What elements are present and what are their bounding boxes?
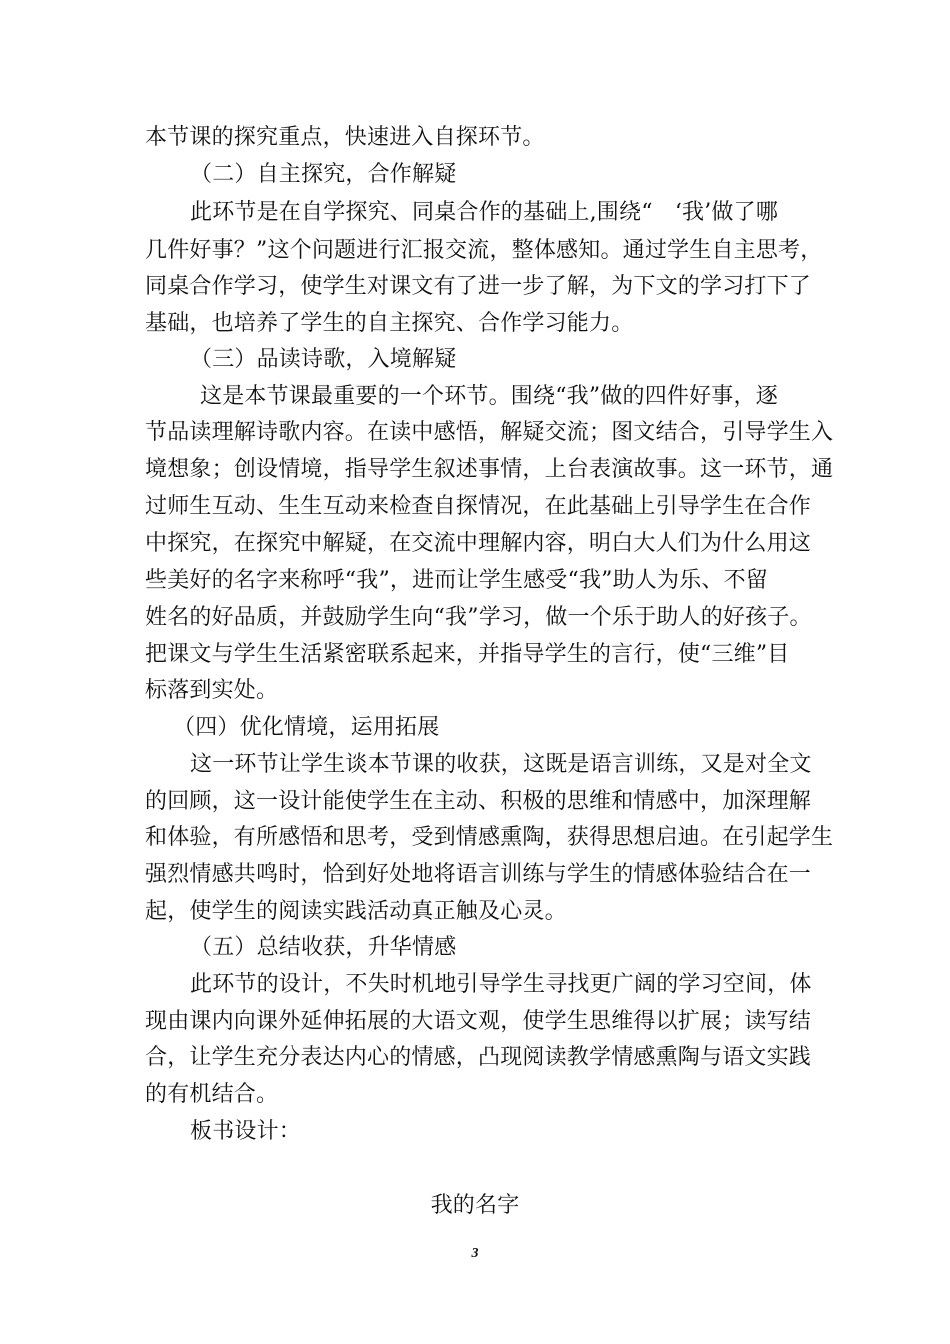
paragraph-line: 的回顾，这一设计能使学生在主动、积极的思维和情感中，加深理解 [145,789,812,814]
paragraph-line: 此环节的设计，不失时机地引导学生寻找更广阔的学习空间，体 [190,972,812,997]
paragraph-line: 基础，也培养了学生的自主探究、合作学习能力。 [145,311,634,336]
paragraph-line: 节品读理解诗歌内容。在读中感悟，解疑交流；图文结合，引导学生入 [145,420,834,445]
paragraph-line: 此环节是在自学探究、同桌合作的基础上,围绕“ ‘我’做了哪 [190,200,779,225]
paragraph-line: 本节课的探究重点，快速进入自探环节。 [145,125,545,150]
page-number: 3 [471,1246,479,1261]
board-design-label: 板书设计： [190,1119,302,1144]
section-heading-3: （三）品读诗歌，入境解疑 [190,347,457,372]
paragraph-line: 过师生互动、生生互动来检查自探情况，在此基础上引导学生在合作 [145,494,812,519]
section-heading-2: （二）自主探究，合作解疑 [190,162,457,187]
board-title: 我的名字 [430,1193,520,1218]
paragraph-line: 这是本节课最重要的一个环节。围绕“我”做的四件好事，逐 [200,384,778,409]
paragraph-line: 标落到实处。 [145,678,279,703]
paragraph-line: 姓名的好品质，并鼓励学生向“我”学习，做一个乐于助人的好孩子。 [145,605,812,630]
paragraph-line: 中探究，在探究中解疑，在交流中理解内容，明白大人们为什么用这 [145,531,812,556]
paragraph-line: 和体验，有所感悟和思考，受到情感熏陶，获得思想启迪。在引起学生 [145,825,834,850]
paragraph-line: 这一环节让学生谈本节课的收获，这既是语言训练，又是对全文 [190,752,812,777]
paragraph-line: 的有机结合。 [145,1082,279,1107]
paragraph-line: 些美好的名字来称呼“我”，进而让学生感受“我”助人为乐、不留 [145,568,768,593]
paragraph-line: 几件好事？”这个问题进行汇报交流，整体感知。通过学生自主思考， [145,238,823,263]
paragraph-line: 强烈情感共鸣时，恰到好处地将语言训练与学生的情感体验结合在一 [145,862,812,887]
paragraph-line: 同桌合作学习，使学生对课文有了进一步了解，为下文的学习打下了 [145,274,812,299]
paragraph-line: 现由课内向课外延伸拓展的大语文观，使学生思维得以扩展；读写结 [145,1009,812,1034]
paragraph-line: 合，让学生充分表达内心的情感，凸现阅读教学情感熏陶与语文实践 [145,1045,812,1070]
paragraph-line: 把课文与学生生活紧密联系起来，并指导学生的言行，使“三维”目 [145,642,790,667]
section-heading-4: （四）优化情境，运用拓展 [173,715,440,740]
section-heading-5: （五）总结收获，升华情感 [190,935,457,960]
paragraph-line: 境想象；创设情境，指导学生叙述事情，上台表演故事。这一环节，通 [145,457,834,482]
paragraph-line: 起，使学生的阅读实践活动真正触及心灵。 [145,899,567,924]
